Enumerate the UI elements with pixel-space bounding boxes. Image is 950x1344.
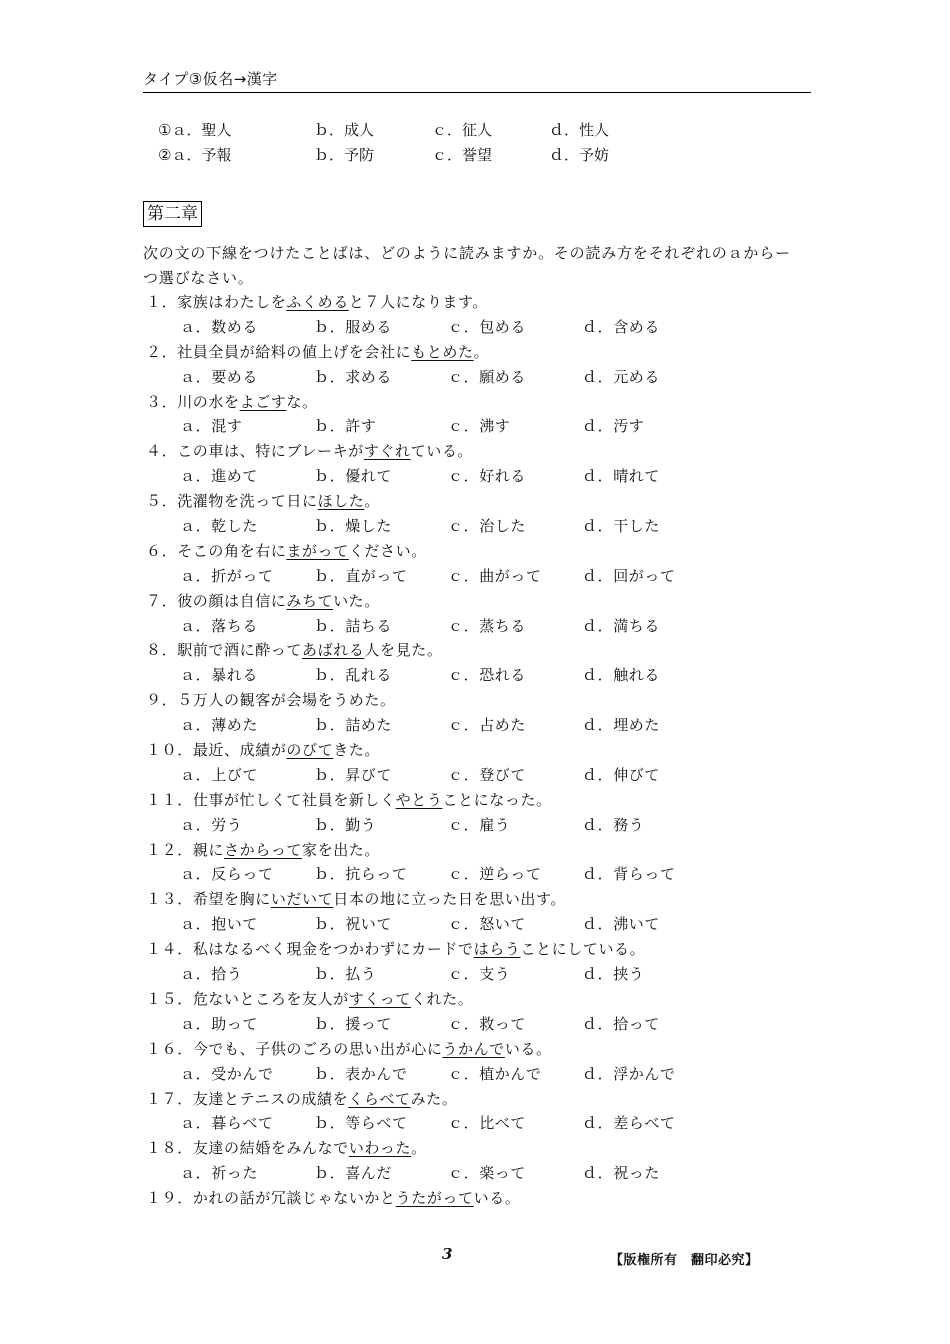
question-before: 私はなるべく現金をつかわずにカードで (192, 940, 474, 959)
question-text (146, 987, 716, 1012)
option-b: ｂ．服める (314, 317, 393, 336)
option-row (146, 414, 716, 439)
option-c: ｃ．恐れる (448, 666, 527, 685)
option-a: ａ．労う (180, 815, 243, 834)
option-row (146, 315, 716, 340)
question-before: 最近、成績が (192, 741, 287, 760)
option-d: ｄ．元める (582, 367, 661, 386)
header-title: タイプ③仮名→漢字 (143, 70, 278, 88)
question-number: １３． (146, 890, 193, 909)
option-c: ｃ．救って (448, 1014, 527, 1033)
option-a: ａ．暮らべて (180, 1114, 274, 1133)
question-after: ている。 (410, 442, 474, 461)
option-c: ｃ．植かんで (448, 1064, 542, 1083)
question-text (146, 390, 716, 415)
option-b: ｂ．勤う (314, 815, 377, 834)
question-underlined: さからって (224, 840, 303, 859)
question-underlined: もとめた (411, 342, 474, 361)
option-row (146, 962, 716, 987)
question-before: 川の水を (177, 392, 240, 411)
question-after: ください。 (348, 541, 427, 560)
question-before: 社員全員が給料の値上げを会社に (177, 342, 412, 361)
option-a: ａ．助って (180, 1014, 259, 1033)
previous-answers (158, 118, 609, 168)
option-b: ｂ．優れて (314, 467, 393, 486)
prev-row (158, 118, 609, 143)
option-a: ａ．進めて (180, 467, 259, 486)
option-row (146, 862, 716, 887)
option-b: ｂ．詰めた (314, 716, 393, 735)
option-a: ａ．乾した (180, 517, 259, 536)
question-number: １５． (146, 989, 193, 1008)
option-c: ｃ．占めた (448, 716, 527, 735)
question-underlined: はらう (473, 940, 521, 959)
option-d: ｄ．拾って (582, 1014, 661, 1033)
question-before: この車は、特にブレーキが (177, 442, 364, 461)
question-number: １１． (146, 790, 193, 809)
option-b: ｂ．祝いて (314, 915, 393, 934)
question-underlined: あばれる (302, 641, 365, 660)
question-after: きた。 (333, 741, 381, 760)
question-underlined: うかんで (442, 1039, 505, 1058)
option-a: ①ａ．聖人 (158, 121, 232, 139)
question-after: 日本の地に立った日を思い出す。 (333, 890, 567, 909)
option-a: ａ．数める (180, 317, 259, 336)
question-number: １４． (146, 940, 193, 959)
option-c: ｃ．蒸ちる (448, 616, 527, 635)
question-after: ことにしている。 (520, 940, 646, 959)
option-b: ｂ．成人 (314, 121, 375, 139)
question-number: ３． (146, 392, 178, 411)
option-a: ａ．混す (180, 417, 243, 436)
option-row (146, 1012, 716, 1037)
option-row (146, 1062, 716, 1087)
option-b: ｂ．援って (314, 1014, 393, 1033)
option-b: ｂ．乱れる (314, 666, 393, 685)
question-text (146, 439, 716, 464)
option-row (146, 713, 716, 738)
question-underlined: やとう (395, 790, 443, 809)
question-text (146, 937, 716, 962)
question-number: ５． (146, 492, 178, 511)
question-after: いる。 (473, 1189, 521, 1208)
option-d: ｄ．回がって (582, 566, 676, 585)
option-b: ｂ．等らべて (314, 1114, 408, 1133)
question-before: 今でも、子供のごろの思い出が心に (192, 1039, 443, 1058)
question-before: 家族はわたしを (177, 293, 287, 311)
question-underlined: うたがって (395, 1189, 474, 1208)
question-text (146, 290, 716, 315)
question-after: 人を見た。 (364, 641, 443, 660)
question-before: 希望を胸に (192, 890, 271, 909)
question-text (146, 539, 716, 564)
option-b: ｂ．直がって (314, 566, 408, 585)
option-c: ｃ．征人 (432, 121, 493, 139)
option-d: ｄ．埋めた (582, 716, 661, 735)
option-a: ａ．受かんで (180, 1064, 274, 1083)
question-before: 友達とテニスの成績を (192, 1089, 349, 1108)
option-d: ｄ．干した (582, 517, 661, 536)
question-number: １０． (146, 741, 193, 760)
question-after: 。 (411, 1139, 427, 1158)
option-d: ｄ．予妨 (549, 146, 610, 164)
question-after: ことになった。 (442, 790, 552, 809)
option-d: ｄ．触れる (582, 666, 661, 685)
question-underlined: くらべて (348, 1089, 411, 1108)
question-before: 仕事が忙しくて社員を新しく (192, 790, 396, 809)
question-before: 親に (192, 840, 225, 859)
option-d: ｄ．差らべて (582, 1114, 676, 1133)
option-b: ｂ．喜んだ (314, 1164, 393, 1183)
option-b: ｂ．詰ちる (314, 616, 393, 635)
question-after: な。 (286, 392, 318, 411)
option-c: ｃ．曲がって (448, 566, 542, 585)
question-text (146, 1087, 716, 1112)
option-c: ｃ．逆らって (448, 865, 542, 884)
question-text (146, 887, 716, 912)
question-text (146, 838, 716, 863)
question-underlined: よごす (239, 392, 287, 411)
question-text (146, 589, 716, 614)
question-before: 友達の結婚をみんなで (192, 1139, 349, 1158)
question-text (146, 489, 716, 514)
option-a: ａ．暴れる (180, 666, 259, 685)
question-number: １８． (146, 1139, 193, 1158)
page-header (143, 68, 811, 93)
option-a: ａ．上びて (180, 765, 259, 784)
option-b: ｂ．昇びて (314, 765, 393, 784)
question-before: かれの話が冗談じゃないかと (192, 1189, 396, 1208)
option-c: ｃ．沸す (448, 417, 511, 436)
question-underlined: ふくめる (286, 293, 349, 311)
question-number: １． (146, 293, 178, 311)
question-before: 彼の顔は自信に (177, 591, 287, 610)
option-c: ｃ．楽って (448, 1164, 527, 1183)
question-after: 。 (364, 492, 381, 511)
option-row (146, 564, 716, 589)
option-row (146, 912, 716, 937)
option-c: ｃ．比べて (448, 1114, 527, 1133)
option-a: ａ．折がって (180, 566, 274, 585)
chapter-title: 第二章 (143, 201, 202, 227)
option-b: ｂ．表かんで (314, 1064, 408, 1083)
option-a: ａ．薄めた (180, 716, 259, 735)
option-b: ｂ．予防 (314, 146, 375, 164)
question-after: みた。 (410, 1089, 458, 1108)
question-list (146, 290, 716, 1211)
question-text (146, 1037, 716, 1062)
question-text (146, 788, 716, 813)
option-row (146, 1111, 716, 1136)
question-before: そこの角を右に (177, 541, 287, 560)
option-b: ｂ．求める (314, 367, 393, 386)
question-after: と７人になります。 (348, 293, 489, 311)
question-after: 家を出た。 (302, 840, 381, 859)
option-c: ｃ．怒いて (448, 915, 527, 934)
question-number: ４． (146, 442, 178, 461)
question-number: ７． (146, 591, 178, 610)
option-b: ｂ．燥した (314, 517, 393, 536)
option-a: ②ａ．予報 (158, 146, 232, 164)
question-number: ６． (146, 541, 178, 560)
option-c: ｃ．誉望 (432, 146, 493, 164)
option-c: ｃ．好れる (448, 467, 527, 486)
option-row (146, 464, 716, 489)
option-d: ｄ．満ちる (582, 616, 661, 635)
option-c: ｃ．治した (448, 517, 527, 536)
question-underlined: すぐれ (363, 442, 411, 461)
option-d: ｄ．挟う (582, 965, 645, 984)
question-text (146, 738, 716, 763)
question-underlined: まがって (286, 541, 349, 560)
question-text (146, 688, 716, 713)
option-c: ｃ．支う (448, 965, 511, 984)
question-text (146, 340, 716, 365)
question-after: 。 (473, 342, 490, 361)
question-number: ８． (146, 641, 178, 660)
question-number: １２． (146, 840, 193, 859)
copyright-notice: 【版権所有 翻印必究】 (610, 1253, 759, 1268)
question-underlined: みちて (286, 591, 334, 610)
question-number: １９． (146, 1189, 193, 1208)
instructions: 次の文の下線をつけたことばは、どのように読みますか。その読み方をそれぞれのａからーつ選びなさい。 (143, 244, 791, 287)
prev-row (158, 143, 609, 168)
option-d: ｄ．汚す (582, 417, 645, 436)
question-after: くれた。 (410, 989, 474, 1008)
option-d: ｄ．性人 (549, 121, 610, 139)
question-number: ９． (146, 691, 178, 710)
option-a: ａ．反らって (180, 865, 274, 884)
option-c: ｃ．願める (448, 367, 527, 386)
option-row (146, 763, 716, 788)
option-b: ｂ．許す (314, 417, 377, 436)
question-underlined: すくって (348, 989, 411, 1008)
option-d: ｄ．祝った (582, 1164, 661, 1183)
page-number: 3 (442, 1245, 453, 1263)
question-underlined: いだいて (270, 890, 334, 909)
question-underlined: のびて (286, 741, 334, 760)
question-number: １７． (146, 1089, 193, 1108)
option-row (146, 813, 716, 838)
question-underlined: いわった (348, 1139, 412, 1158)
option-row (146, 365, 716, 390)
question-before: 洗濯物を洗って日に (177, 492, 318, 511)
option-a: ａ．要める (180, 367, 259, 386)
option-c: ｃ．登びて (448, 765, 527, 784)
question-text (146, 1186, 716, 1211)
option-c: ｃ．雇う (448, 815, 511, 834)
option-row (146, 663, 716, 688)
option-d: ｄ．伸びて (582, 765, 661, 784)
option-row (146, 514, 716, 539)
option-c: ｃ．包める (448, 317, 527, 336)
option-a: ａ．落ちる (180, 616, 259, 635)
option-a: ａ．祈った (180, 1164, 259, 1183)
option-b: ｂ．抗らって (314, 865, 408, 884)
option-d: ｄ．背らって (582, 865, 676, 884)
question-text (146, 1136, 716, 1161)
question-before: 危ないところを友人が (192, 989, 349, 1008)
question-before: ５万人の観客が会場をうめた。 (177, 691, 396, 710)
option-b: ｂ．払う (314, 965, 377, 984)
option-d: ｄ．沸いて (582, 915, 661, 934)
question-number: １６． (146, 1039, 193, 1058)
option-row (146, 614, 716, 639)
question-number: ２． (146, 342, 178, 361)
option-d: ｄ．晴れて (582, 467, 661, 486)
option-a: ａ．拾う (180, 965, 243, 984)
option-a: ａ．抱いて (180, 915, 259, 934)
option-d: ｄ．含める (582, 317, 661, 336)
question-before: 駅前で酒に酔って (177, 641, 303, 660)
question-underlined: ほした (317, 492, 365, 511)
question-text (146, 638, 716, 663)
option-d: ｄ．浮かんで (582, 1064, 676, 1083)
question-after: いた。 (333, 591, 380, 610)
question-after: いる。 (504, 1039, 552, 1058)
option-row (146, 1161, 716, 1186)
option-d: ｄ．務う (582, 815, 645, 834)
